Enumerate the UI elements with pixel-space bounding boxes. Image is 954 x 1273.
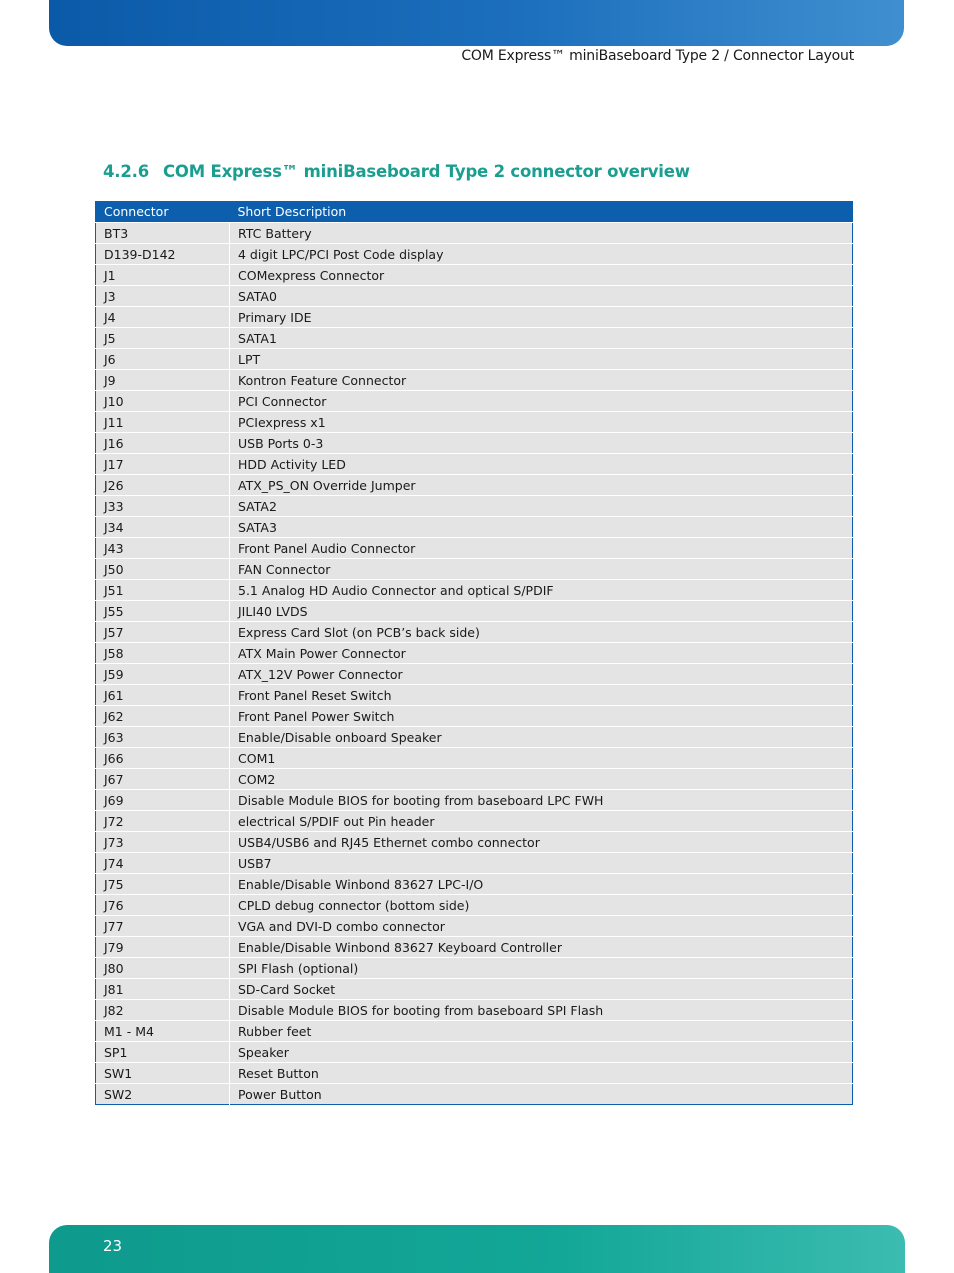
page-number: 23 [103, 1237, 123, 1255]
table-row [96, 622, 853, 643]
table-row [96, 664, 853, 685]
connector-cell: J72 [96, 811, 230, 832]
table-row [96, 1021, 853, 1042]
description-cell: Reset Button [230, 1063, 853, 1084]
connector-cell: J50 [96, 559, 230, 580]
connector-cell: J10 [96, 391, 230, 412]
description-cell: USB4/USB6 and RJ45 Ethernet combo connector [230, 832, 853, 853]
table-header-row [96, 202, 853, 223]
table-row [96, 979, 853, 1000]
description-cell: Front Panel Audio Connector [230, 538, 853, 559]
table-row [96, 223, 853, 244]
table-row [96, 391, 853, 412]
connector-cell: J51 [96, 580, 230, 601]
description-cell: COMexpress Connector [230, 265, 853, 286]
connector-cell: J69 [96, 790, 230, 811]
connector-cell: J3 [96, 286, 230, 307]
connector-cell: J9 [96, 370, 230, 391]
connector-cell: J63 [96, 727, 230, 748]
description-cell: USB Ports 0-3 [230, 433, 853, 454]
connector-cell: J80 [96, 958, 230, 979]
description-cell: Rubber feet [230, 1021, 853, 1042]
description-cell: PCI Connector [230, 391, 853, 412]
table-row [96, 454, 853, 475]
table-row [96, 937, 853, 958]
connector-cell: J33 [96, 496, 230, 517]
connector-cell: J16 [96, 433, 230, 454]
description-cell: SD-Card Socket [230, 979, 853, 1000]
connector-cell: J43 [96, 538, 230, 559]
section-heading [103, 162, 690, 181]
description-cell: electrical S/PDIF out Pin header [230, 811, 853, 832]
connector-cell: J81 [96, 979, 230, 1000]
column-header-connector: Connector [96, 202, 230, 223]
connector-cell: SW1 [96, 1063, 230, 1084]
table-row [96, 349, 853, 370]
running-header: COM Express™ miniBaseboard Type 2 / Connector Layout [461, 48, 854, 64]
table-row [96, 958, 853, 979]
description-cell: Enable/Disable onboard Speaker [230, 727, 853, 748]
description-cell: Front Panel Reset Switch [230, 685, 853, 706]
connector-cell: J34 [96, 517, 230, 538]
table-row [96, 580, 853, 601]
table-row [96, 706, 853, 727]
table-row [96, 412, 853, 433]
table-row [96, 874, 853, 895]
table-row [96, 538, 853, 559]
connector-cell: J6 [96, 349, 230, 370]
description-cell: Disable Module BIOS for booting from baseboard SPI Flash [230, 1000, 853, 1021]
column-header-description: Short Description [230, 202, 853, 223]
description-cell: VGA and DVI-D combo connector [230, 916, 853, 937]
connector-cell: SP1 [96, 1042, 230, 1063]
description-cell: Kontron Feature Connector [230, 370, 853, 391]
description-cell: CPLD debug connector (bottom side) [230, 895, 853, 916]
connector-cell: J74 [96, 853, 230, 874]
description-cell: HDD Activity LED [230, 454, 853, 475]
table-row [96, 328, 853, 349]
table-row [96, 496, 853, 517]
table-row [96, 727, 853, 748]
connector-cell: J75 [96, 874, 230, 895]
connector-cell: J11 [96, 412, 230, 433]
table-row [96, 832, 853, 853]
description-cell: 4 digit LPC/PCI Post Code display [230, 244, 853, 265]
description-cell: Express Card Slot (on PCB’s back side) [230, 622, 853, 643]
description-cell: Front Panel Power Switch [230, 706, 853, 727]
connector-cell: J58 [96, 643, 230, 664]
table-row [96, 559, 853, 580]
table-row [96, 475, 853, 496]
connector-table [95, 201, 853, 1105]
description-cell: ATX_12V Power Connector [230, 664, 853, 685]
description-cell: SATA2 [230, 496, 853, 517]
section-number: 4.2.6 [103, 162, 149, 181]
description-cell: PCIexpress x1 [230, 412, 853, 433]
table-body [96, 223, 853, 1105]
table-row [96, 685, 853, 706]
table-row [96, 1084, 853, 1105]
table-row [96, 1063, 853, 1084]
connector-cell: J55 [96, 601, 230, 622]
description-cell: Disable Module BIOS for booting from baseboard LPC FWH [230, 790, 853, 811]
table-row [96, 1000, 853, 1021]
connector-cell: J66 [96, 748, 230, 769]
table-row [96, 433, 853, 454]
table-row [96, 811, 853, 832]
table-row [96, 286, 853, 307]
description-cell: Speaker [230, 1042, 853, 1063]
description-cell: RTC Battery [230, 223, 853, 244]
connector-cell: J77 [96, 916, 230, 937]
description-cell: SPI Flash (optional) [230, 958, 853, 979]
connector-cell: J59 [96, 664, 230, 685]
table-row [96, 853, 853, 874]
connector-cell: J5 [96, 328, 230, 349]
description-cell: SATA0 [230, 286, 853, 307]
table-row [96, 790, 853, 811]
description-cell: Primary IDE [230, 307, 853, 328]
description-cell: Enable/Disable Winbond 83627 Keyboard Controller [230, 937, 853, 958]
description-cell: ATX_PS_ON Override Jumper [230, 475, 853, 496]
connector-cell: J62 [96, 706, 230, 727]
table-row [96, 517, 853, 538]
table-row [96, 895, 853, 916]
description-cell: LPT [230, 349, 853, 370]
connector-cell: J76 [96, 895, 230, 916]
connector-cell: J61 [96, 685, 230, 706]
connector-cell: J67 [96, 769, 230, 790]
table-row [96, 370, 853, 391]
description-cell: FAN Connector [230, 559, 853, 580]
description-cell: COM2 [230, 769, 853, 790]
table-row [96, 769, 853, 790]
connector-cell: J17 [96, 454, 230, 475]
table-row [96, 1042, 853, 1063]
connector-cell: D139-D142 [96, 244, 230, 265]
table-row [96, 307, 853, 328]
description-cell: 5.1 Analog HD Audio Connector and optical S/PDIF [230, 580, 853, 601]
connector-cell: BT3 [96, 223, 230, 244]
footer-band [49, 1225, 905, 1273]
table-row [96, 748, 853, 769]
connector-cell: J1 [96, 265, 230, 286]
description-cell: Enable/Disable Winbond 83627 LPC-I/O [230, 874, 853, 895]
header-band [49, 0, 904, 46]
connector-cell: J79 [96, 937, 230, 958]
connector-cell: J26 [96, 475, 230, 496]
connector-cell: M1 - M4 [96, 1021, 230, 1042]
table-row [96, 601, 853, 622]
description-cell: ATX Main Power Connector [230, 643, 853, 664]
description-cell: SATA1 [230, 328, 853, 349]
table-row [96, 244, 853, 265]
description-cell: JILI40 LVDS [230, 601, 853, 622]
description-cell: COM1 [230, 748, 853, 769]
description-cell: Power Button [230, 1084, 853, 1105]
connector-cell: J73 [96, 832, 230, 853]
connector-cell: J82 [96, 1000, 230, 1021]
connector-cell: SW2 [96, 1084, 230, 1105]
table-row [96, 916, 853, 937]
table-row [96, 643, 853, 664]
section-title: COM Express™ miniBaseboard Type 2 connector overview [163, 162, 690, 181]
table-row [96, 265, 853, 286]
description-cell: SATA3 [230, 517, 853, 538]
description-cell: USB7 [230, 853, 853, 874]
connector-cell: J4 [96, 307, 230, 328]
connector-cell: J57 [96, 622, 230, 643]
